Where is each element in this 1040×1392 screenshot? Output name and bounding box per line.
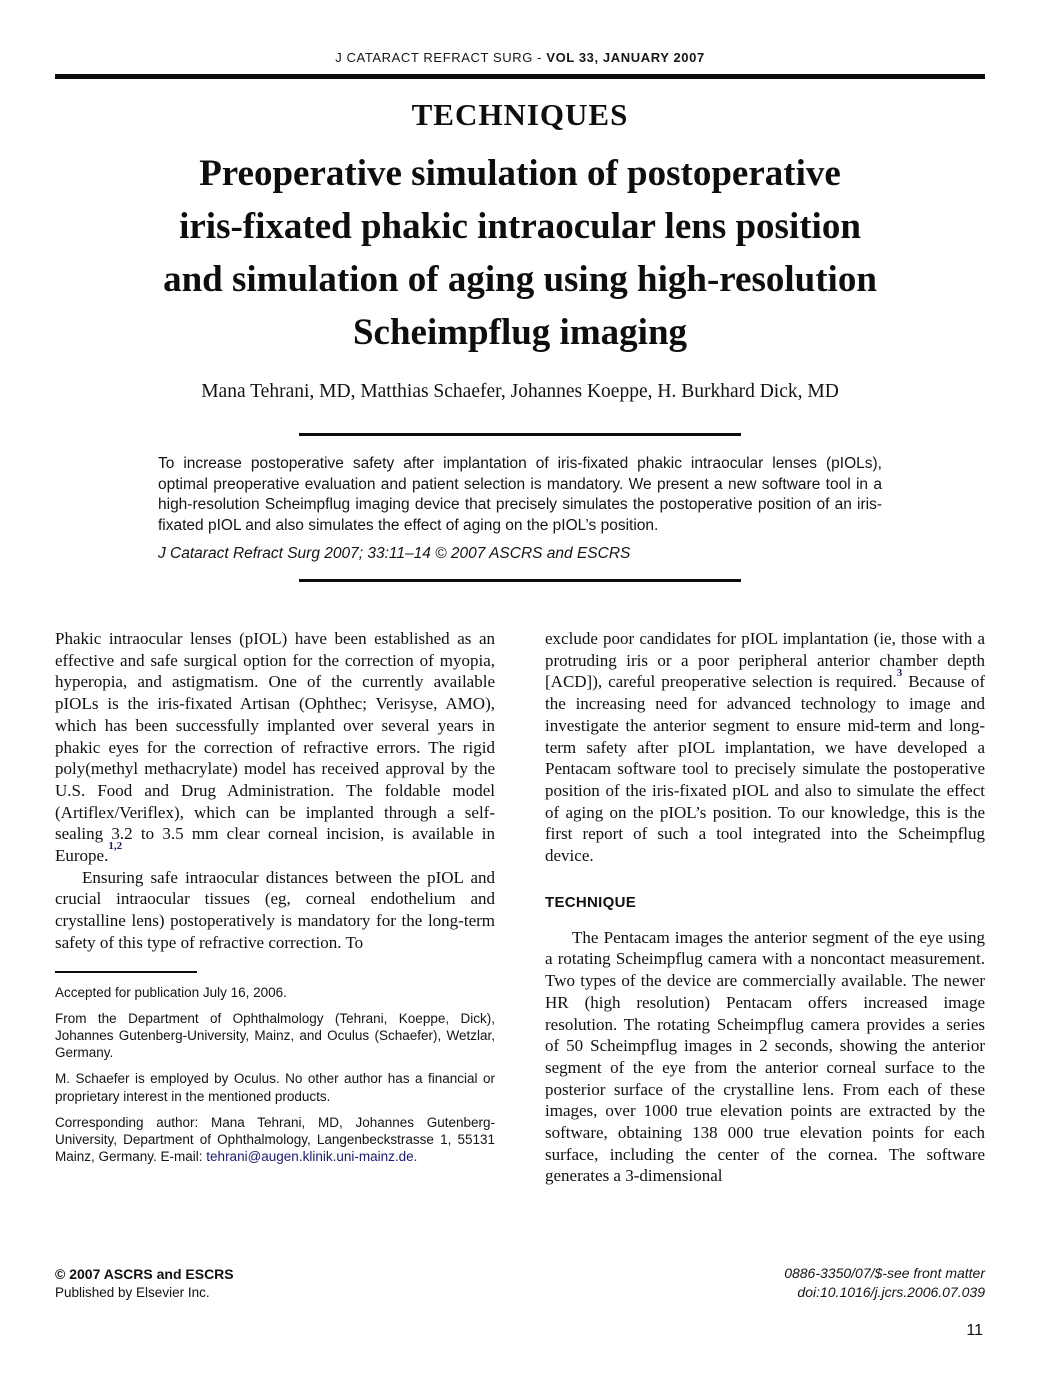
- abstract-citation: J Cataract Refract Surg 2007; 33:11–14 © 2007 ASCRS and ESCRS: [158, 545, 631, 562]
- text-run: Corresponding author: Mana Tehrani, MD, Johannes Gutenberg-University, Department of Ophthalmology, Langenbeckstrasse 1, 55131 Mainz, Germany. E-mail:: [55, 1114, 495, 1165]
- abstract-block: [158, 433, 882, 582]
- title-line-4: Scheimpflug imaging: [352, 312, 688, 353]
- authors-line: Mana Tehrani, MD, Matthias Schaefer, Johannes Koeppe, H. Burkhard Dick, MD: [201, 381, 839, 402]
- header-rule: [55, 74, 985, 79]
- citation-reference[interactable]: 3: [896, 666, 903, 679]
- left-column: [55, 628, 495, 1187]
- page-number: 11: [966, 1322, 983, 1339]
- abstract-text: To increase postoperative safety after implantation of iris-fixated phakic intraocular lenses (pIOLs), optimal preoperative evaluation and patient selection is mandatory. We present a new software tool in a high-resolution Scheimpflug imaging device that precisely simulates the postoperative position of an iris-fixated pIOL and also simulates the effect of aging on the pIOL’s position.: [158, 455, 882, 534]
- text-run: Phakic intraocular lenses (pIOL) have been established as an effective and safe surgical option for the correction of myopia, hyperopia, and astigmatism. One of the currently available pIOLs is the iris-fixated Artisan (Ophthec; Verisyse, AMO), which has been successfully implanted over several years in phakic eyes for the correction of refractive errors. The rigid poly(methyl methacrylate) model has received approval by the U.S. Food and Drug Administration. The foldable model (Artiflex/Veriflex), which can be implanted through a self-sealing 3.2 to 3.5 mm clear corneal incision, is available in Europe.: [55, 629, 495, 866]
- technique-heading: TECHNIQUE: [545, 893, 637, 911]
- volume-issue: VOL 33, JANUARY 2007: [546, 50, 705, 65]
- abstract-rule-top: [299, 433, 741, 436]
- footnote-rule: [55, 971, 197, 973]
- running-head: [55, 50, 985, 65]
- copyright-line: © 2007 ASCRS and ESCRS: [55, 1266, 234, 1282]
- body-paragraph: [55, 867, 495, 954]
- issn-line: 0886-3350/07/$-see front matter: [784, 1265, 985, 1281]
- text-run: exclude poor candidates for pIOL implantation (ie, those with a protruding iris or a poor peripheral anterior chamber depth [ACD]), careful preoperative selection is required.: [545, 629, 985, 692]
- text-run: Ensuring safe intraocular distances between the pIOL and crucial intraocular tissues (eg, corneal endothelium and crystalline lens) postoperatively is mandatory for the long-term safety of this type of refractive correction. To: [55, 867, 495, 952]
- footnote-affiliation: [55, 1010, 495, 1062]
- text-run: Accepted for publication July 16, 2006.: [55, 984, 287, 1000]
- citation-reference[interactable]: 1,2: [108, 840, 123, 853]
- footnote-disclosure: [55, 1070, 495, 1104]
- text-run: From the Department of Ophthalmology (Tehrani, Koeppe, Dick), Johannes Gutenberg-University, Mainz, and Oculus (Schaefer), Wetzlar, Germany.: [55, 1010, 495, 1061]
- text-run: Because of the increasing need for advanced technology to image and investigate the anterior segment to ensure mid-term and long-term safety after pIOL implantation, we have developed a Pentacam software tool to precisely simulate the postoperative position of the iris-fixated pIOL and also to simulate the effect of aging on the pIOL’s position. To our knowledge, this is the first report of such a tool integrated into the Scheimpflug device.: [545, 672, 985, 866]
- right-column: [545, 628, 985, 1187]
- title-line-3: and simulation of aging using high-resolution: [163, 259, 877, 300]
- text-run: M. Schaefer is employed by Oculus. No other author has a financial or proprietary interest in the mentioned products.: [55, 1071, 495, 1104]
- publication-info: [784, 1264, 985, 1302]
- publisher-line: Published by Elsevier Inc.: [55, 1285, 210, 1300]
- body-columns: [55, 628, 985, 1187]
- body-paragraph: [55, 628, 495, 867]
- journal-name: J CATARACT REFRACT SURG -: [335, 50, 547, 65]
- email-link[interactable]: tehrani@augen.klinik.uni-mainz.de.: [206, 1149, 418, 1165]
- text-run: The Pentacam images the anterior segment of the eye using a rotating Scheimpflug camera with a noncontact measurement. Two types of the device are commercially available. The newer HR (high resolution) Pentacam offers increased image resolution. The rotating Scheimpflug camera provides a series of 50 Scheimpflug images in 2 seconds, showing the anterior segment of the eye from the anterior corneal surface to the posterior surface of the crystalline lens. From each of these images, over 1000 true elevation points are extracted by the software, obtaining 138 000 true elevation points for each surface, including the center of the cornea. The software generates a 3-dimensional: [545, 927, 985, 1186]
- title-line-1: Preoperative simulation of postoperative: [199, 153, 841, 194]
- doi-line: doi:10.1016/j.jcrs.2006.07.039: [797, 1284, 985, 1300]
- body-paragraph: [545, 927, 985, 1187]
- abstract-rule-bottom: [299, 579, 741, 582]
- title-line-2: iris-fixated phakic intraocular lens position: [179, 206, 861, 247]
- article-title: [55, 147, 985, 359]
- page-content: [55, 0, 985, 1187]
- section-label: TECHNIQUES: [411, 97, 629, 132]
- footnote-accepted: [55, 984, 495, 1001]
- footnote-corresponding-author: [55, 1114, 495, 1166]
- body-paragraph: [545, 628, 985, 867]
- copyright-block: [55, 1266, 234, 1300]
- footnote-block: [55, 971, 495, 1166]
